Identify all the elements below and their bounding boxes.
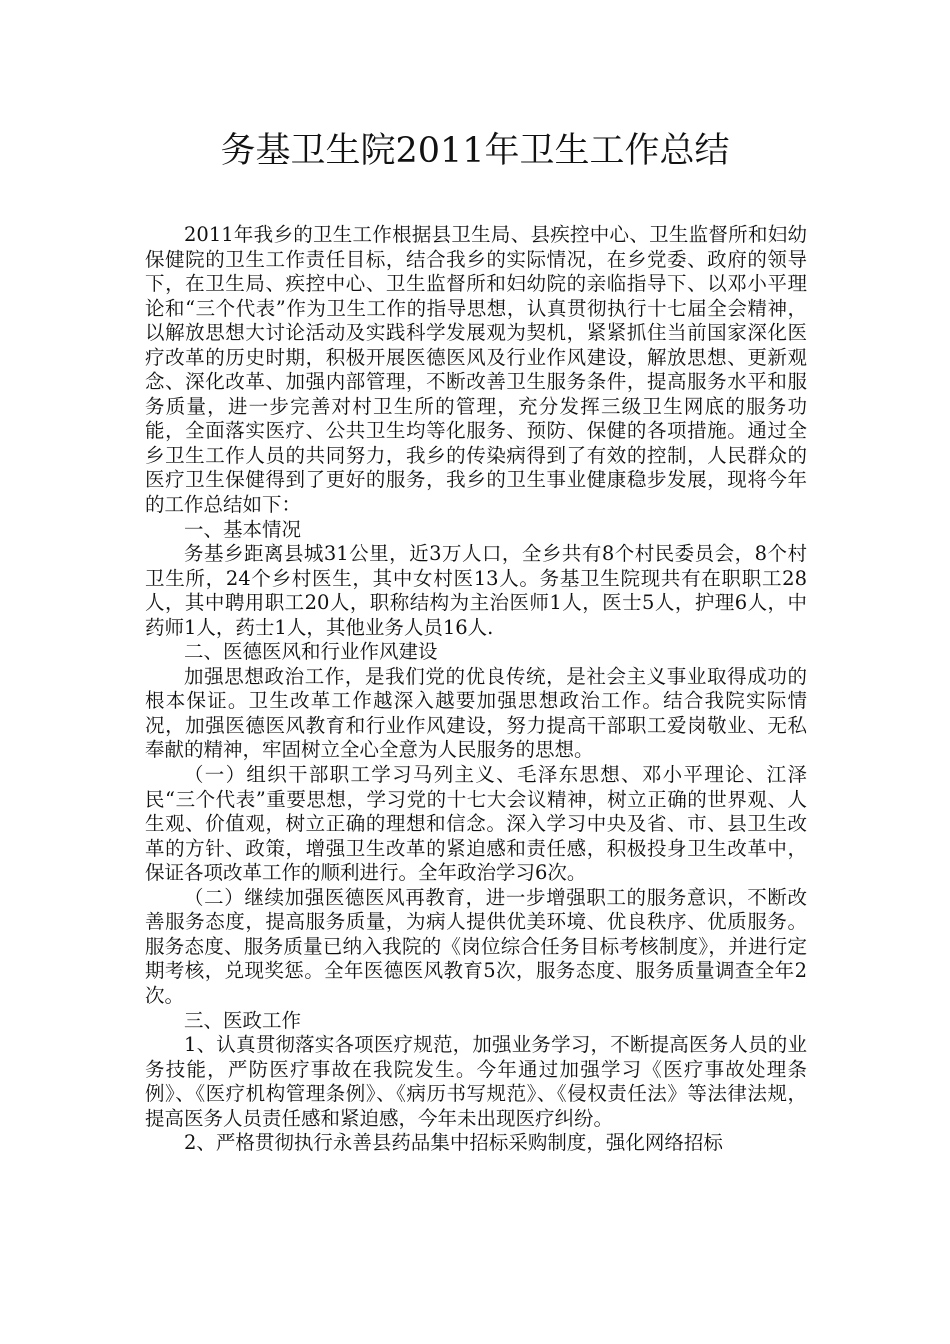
intro-paragraph: 2011年我乡的卫生工作根据县卫生局、县疾控中心、卫生监督所和妇幼保健院的卫生工作责任目标，结合我乡的实际情况，在乡党委、政府的领导下，在卫生局、疾控中心、卫生监督所和妇幼院的亲临指导下、以邓小平理论和“三个代表”作为卫生工作的指导思想，认真贯彻执行十七届全会精神，以解放思想大讨论活动及实践科学发展观为契机，紧紧抓住当前国家深化医疗改革的历史时期，积极开展医德医风及行业作风建设，解放思想、更新观念、深化改革、加强内部管理，不断改善卫生服务条件，提高服务水平和服务质量，进一步完善对村卫生所的管理，充分发挥三级卫生网底的服务功能，全面落实医疗、公共卫生均等化服务、预防、保健的各项措施。通过全乡卫生工作人员的共同努力，我乡的传染病得到了有效的控制，人民群众的医疗卫生保健得到了更好的服务，我乡的卫生事业健康稳步发展，现将今年的工作总结如下： xyxy=(145,223,807,517)
section-heading-ethics: 二、医德医风和行业作风建设 xyxy=(184,640,438,664)
ethics-item-1: （一）组织干部职工学习马列主义、毛泽东思想、邓小平理论、江泽民“三个代表”重要思想，学习党的十七大会议精神，树立正确的世界观、人生观、价值观，树立正确的理想和信念。深入学习中央及省、市、县卫生改革的方针、政策，增强卫生改革的紧迫感和责任感，积极投身卫生改革中，保证各项改革工作的顺利进行。全年政治学习6次。 xyxy=(145,763,807,885)
section-heading-medical-administration: 三、医政工作 xyxy=(184,1008,302,1032)
medical-administration-item-1: 1、认真贯彻落实各项医疗规范，加强业务学习，不断提高医务人员的业务技能，严防医疗事故在我院发生。今年通过加强学习《医疗事故处理条例》、《医疗机构管理条例》、《病历书写规范》、《侵权责任法》等法律法规，提高医务人员责任感和紧迫感，今年未出现医疗纠纷。 xyxy=(145,1033,807,1130)
medical-administration-item-2: 2、严格贯彻执行永善县药品集中招标采购制度，强化网络招标 xyxy=(184,1131,723,1155)
basic-situation-paragraph: 务基乡距离县城31公里，近3万人口，全乡共有8个村民委员会，8个村卫生所，24个乡村医生，其中女村医13人。务基卫生院现共有在职职工28人，其中聘用职工20人，职称结构为主治医师1人，医士5人，护理6人，中药师1人，药士1人，其他业务人员16人. xyxy=(145,542,807,639)
document-title: 务基卫生院2011年卫生工作总结 xyxy=(220,131,730,171)
ethics-paragraph: 加强思想政治工作，是我们党的优良传统，是社会主义事业取得成功的根本保证。卫生改革工作越深入越要加强思想政治工作。结合我院实际情况，加强医德医风教育和行业作风建设，努力提高干部职工爱岗敬业、无私奉献的精神，牢固树立全心全意为人民服务的思想。 xyxy=(145,664,807,762)
document-body xyxy=(145,223,807,1156)
section-heading-basic-situation: 一、基本情况 xyxy=(184,517,302,541)
ethics-item-2: （二）继续加强医德医风再教育，进一步增强职工的服务意识，不断改善服务态度，提高服务质量，为病人提供优美环境、优良秩序、优质服务。服务态度、服务质量已纳入我院的《岗位综合任务目标考核制度》，并进行定期考核，兑现奖惩。全年医德医风教育5次，服务态度、服务质量调查全年2次。 xyxy=(145,885,807,1007)
